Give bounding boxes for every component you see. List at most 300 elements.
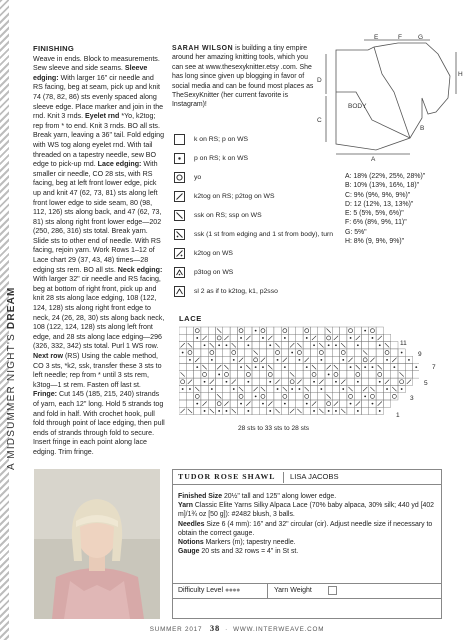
- notions-label: Notions: [178, 539, 204, 547]
- lace-cell: [318, 334, 325, 341]
- lace-stitch-symbol: [305, 329, 309, 333]
- lace-stitch-symbol: [291, 352, 293, 354]
- lace-cell: [398, 356, 405, 363]
- lace-stitch-symbol: [378, 365, 382, 369]
- lace-stitch-symbol: [268, 336, 272, 340]
- lace-stitch-symbol: [254, 358, 258, 362]
- lace-stitch-symbol: [247, 344, 249, 346]
- lace-cell: [347, 342, 354, 349]
- lace-cell: [208, 400, 215, 407]
- lace-stitch-symbol: [181, 380, 185, 384]
- lace-stitch-symbol: [232, 409, 236, 413]
- lace-cell: [208, 327, 215, 334]
- lace-cell: [201, 327, 208, 334]
- neck-edging-label: Neck edging:: [117, 265, 163, 274]
- lace-cell: [303, 407, 310, 414]
- lace-stitch-symbol: [297, 380, 301, 384]
- lace-cell: [325, 378, 332, 385]
- footer-issue: SUMMER 2017: [149, 626, 203, 633]
- lace-stitch-symbol: [320, 359, 322, 361]
- lace-stitch-symbol: [262, 366, 264, 368]
- schematic-letter-a: A: [371, 156, 376, 163]
- p3tog-symbol-icon: [174, 267, 185, 278]
- lace-stitch-symbol: [188, 380, 192, 384]
- lace-cell: [281, 378, 288, 385]
- lace-stitch-symbol: [356, 336, 360, 340]
- lace-cell: [223, 371, 230, 378]
- lace-cell: [223, 385, 230, 392]
- lace-stitch-symbol: [363, 358, 367, 362]
- lace-cell: [259, 342, 266, 349]
- lace-stitch-symbol: [232, 351, 236, 355]
- gauge-info: [178, 547, 436, 556]
- lace-cell: [186, 334, 193, 341]
- lace-stitch-symbol: [372, 337, 374, 339]
- lace-cell: [245, 327, 252, 334]
- key-text: p on RS; k on WS: [194, 155, 249, 162]
- lace-stitch-symbol: [268, 402, 272, 406]
- lace-stitch-symbol: [400, 380, 404, 384]
- lace-cell: [186, 327, 193, 334]
- schematic-body-label: BODY: [348, 103, 367, 110]
- lace-stitch-symbol: [364, 366, 366, 368]
- finishing-text: [33, 55, 165, 458]
- lace-stitch-symbol: [195, 358, 199, 362]
- lace-cell: [186, 371, 193, 378]
- lace-cell: [281, 371, 288, 378]
- lace-cell: [413, 371, 419, 378]
- lace-stitch-symbol: [217, 394, 221, 398]
- lace-stitch-symbol: [181, 343, 185, 347]
- needles-label: Needles: [178, 520, 205, 528]
- lace-stitch-symbol: [275, 409, 279, 413]
- lace-cell: [179, 393, 186, 400]
- lace-stitch-symbol: [284, 403, 286, 405]
- lace-stitch-symbol: [305, 387, 309, 391]
- schematic-letter-c: C: [317, 117, 322, 124]
- lace-stitch-symbol: [334, 336, 338, 340]
- lace-cell: [303, 371, 310, 378]
- lace-stitch-symbol: [334, 365, 338, 369]
- lace-cell: [281, 393, 288, 400]
- lace-cell: [179, 334, 186, 341]
- lace-cell: [354, 393, 361, 400]
- lace-stitch-symbol: [204, 381, 206, 383]
- lace-cell: [347, 407, 354, 414]
- lace-cell: [245, 371, 252, 378]
- lace-cell: [259, 393, 266, 400]
- lace-cell: [289, 364, 296, 371]
- lace-stitch-symbol: [334, 402, 338, 406]
- difficulty-label: Difficulty Level: [178, 587, 224, 594]
- lace-stitch-symbol: [211, 359, 213, 361]
- lace-stitch-symbol: [195, 394, 199, 398]
- side-title-light: A MIDSUMMER NIGHT'S: [6, 333, 17, 470]
- lace-stitch-symbol: [357, 344, 359, 346]
- row-number: 7: [432, 364, 436, 371]
- lace-cell: [245, 356, 252, 363]
- lace-cell: [383, 371, 390, 378]
- lace-cell: [281, 407, 288, 414]
- measurement-item: C: 9% (9%, 9%, 9%)": [345, 191, 411, 199]
- lace-cell: [325, 400, 332, 407]
- lace-cell: [340, 334, 347, 341]
- lace-cell: [369, 349, 376, 356]
- lace-cell: [318, 327, 325, 334]
- lace-stitch-symbol: [224, 402, 228, 406]
- lace-cell: [223, 327, 230, 334]
- lace-cell: [398, 378, 405, 385]
- lace-cell: [252, 378, 259, 385]
- lace-cell: [296, 371, 303, 378]
- lace-cell: [237, 393, 244, 400]
- lace-stitch-symbol: [261, 358, 265, 362]
- lace-cell: [383, 334, 390, 341]
- lace-cell: [194, 342, 201, 349]
- lace-stitch-symbol: [348, 358, 352, 362]
- lace-stitch-symbol: [210, 351, 214, 355]
- lace-cell: [303, 327, 310, 334]
- lace-stitch-symbol: [217, 402, 221, 406]
- lace-stitch-symbol: [349, 329, 353, 333]
- lace-stitch-symbol: [297, 351, 301, 355]
- lace-stitch-symbol: [189, 388, 191, 390]
- lace-cell: [179, 400, 186, 407]
- lace-stitch-symbol: [261, 329, 265, 333]
- lace-cell: [267, 371, 274, 378]
- lace-stitch-symbol: [356, 372, 360, 376]
- lace-stitch-symbol: [327, 329, 331, 333]
- dot-symbol-icon: [174, 153, 185, 164]
- schematic-letter-f: F: [398, 34, 402, 41]
- lace-cell: [281, 342, 288, 349]
- lace-cell: [259, 349, 266, 356]
- pattern-designer: LISA JACOBS: [283, 472, 339, 483]
- lace-stitch-symbol: [378, 372, 382, 376]
- lace-cell: [296, 393, 303, 400]
- lace-stitch-symbol: [226, 344, 228, 346]
- lace-cell: [310, 393, 317, 400]
- lace-stitch-symbol: [217, 336, 221, 340]
- lace-stitch-symbol: [370, 329, 374, 333]
- lace-cell: [332, 327, 339, 334]
- lace-stitch-symbol: [320, 388, 322, 390]
- lace-cell: [223, 349, 230, 356]
- lace-cell: [318, 393, 325, 400]
- lace-cell: [332, 393, 339, 400]
- lace-stitch-symbol: [277, 359, 279, 361]
- lace-stitch-symbol: [218, 410, 220, 412]
- lace-cell: [237, 407, 244, 414]
- lace-cell: [347, 393, 354, 400]
- lace-cell: [201, 393, 208, 400]
- lace-cell: [223, 393, 230, 400]
- slash-symbol-icon: [174, 191, 185, 202]
- lace-stitch-symbol: [357, 381, 359, 383]
- lace-stitch-symbol: [240, 337, 242, 339]
- lace-stitch-symbol: [378, 402, 382, 406]
- lace-stitch-symbol: [290, 380, 294, 384]
- lace-stitch-symbol: [305, 394, 309, 398]
- lace-cell: [289, 378, 296, 385]
- lace-cell: [201, 371, 208, 378]
- schematic-outline: [336, 43, 450, 150]
- lace-cell: [237, 327, 244, 334]
- difficulty-level: [178, 587, 240, 594]
- lace-stitch-symbol: [246, 336, 250, 340]
- lace-cell: [289, 393, 296, 400]
- lace-stitch-symbol: [319, 409, 323, 413]
- lace-cell: [230, 334, 237, 341]
- lace-cell: [369, 342, 376, 349]
- lace-stitch-symbol: [319, 343, 323, 347]
- lace-cell: [332, 385, 339, 392]
- lace-cell: [310, 349, 317, 356]
- lace-stitch-symbol: [203, 372, 207, 376]
- lace-cell: [245, 393, 252, 400]
- lace-cell: [354, 356, 361, 363]
- measurement-item: G: 5%": [345, 228, 367, 236]
- lace-stitch-symbol: [364, 330, 366, 332]
- lace-stitch-symbol: [341, 351, 345, 355]
- lace-stitch-symbol: [392, 358, 396, 362]
- lace-cell: [340, 364, 347, 371]
- lace-cell: [186, 393, 193, 400]
- measurement-item: E: 5 (5%, 5%, 6%)": [345, 210, 404, 218]
- lace-cell: [267, 327, 274, 334]
- lace-stitch-symbol: [290, 343, 294, 347]
- lace-cell: [310, 327, 317, 334]
- lace-stitch-symbol: [247, 410, 249, 412]
- lace-stitch-symbol: [305, 358, 309, 362]
- lace-cell: [376, 385, 383, 392]
- lace-cell: [208, 334, 215, 341]
- lace-stitch-symbol: [246, 365, 250, 369]
- key-text: k2tog on RS; p2tog on WS: [194, 193, 275, 200]
- lace-cell: [252, 371, 259, 378]
- finishing-p4: With smaller cir needle, CO 28 sts, with RS facing, beg at left front lower edge, pick up and knit 47 (62, 73, 81) sts along left front lower edge to side seam, 80 (98, 112, 126) sts along back, and 47 (62, 73, 81) sts along right front lower edge—202 (250, 286, 316) sts total. Break yarn. Slide sts to other end of needle. With RS facing, rejoin yarn. Work Rows 1–12 of Lace chart 29 (37, 43, 48) times—28 edging sts rem. BO all sts.: [33, 160, 162, 274]
- lace-stitch-symbol: [224, 372, 228, 376]
- lace-cell: [186, 400, 193, 407]
- lace-stitch-symbol: [341, 409, 345, 413]
- lace-stitch-symbol: [246, 372, 250, 376]
- lace-stitch-symbol: [290, 372, 294, 376]
- lace-stitch-symbol: [415, 366, 417, 368]
- section-side-title: [6, 230, 18, 470]
- lace-cell: [318, 349, 325, 356]
- lace-stitch-symbol: [246, 402, 250, 406]
- lace-cell: [230, 371, 237, 378]
- lace-cell: [223, 356, 230, 363]
- lace-cell: [208, 371, 215, 378]
- lace-stitch-symbol: [224, 365, 228, 369]
- lace-stitch-symbol: [204, 344, 206, 346]
- lace-cell: [194, 371, 201, 378]
- lace-cell: [362, 342, 369, 349]
- lace-stitch-symbol: [202, 402, 206, 406]
- lace-stitch-symbol: [328, 344, 330, 346]
- finishing-section: [33, 44, 165, 458]
- lace-cell: [369, 393, 376, 400]
- lace-stitch-symbol: [239, 329, 243, 333]
- lace-chart-grid: [179, 325, 419, 421]
- lace-stitch-symbol: [312, 402, 316, 406]
- lace-stitch-symbol: [188, 351, 192, 355]
- lace-stitch-symbol: [335, 381, 337, 383]
- lace-cell: [405, 371, 412, 378]
- lace-cell: [252, 334, 259, 341]
- lace-cell: [325, 349, 332, 356]
- lace-cell: [347, 378, 354, 385]
- lace-stitch-symbol: [297, 343, 301, 347]
- lace-cell: [289, 334, 296, 341]
- lace-cell: [201, 385, 208, 392]
- lace-stitch-symbol: [195, 387, 199, 391]
- lace-stitch-symbol: [313, 381, 315, 383]
- lace-cell: [216, 385, 223, 392]
- lace-cell: [376, 349, 383, 356]
- lace-stitch-symbol: [342, 359, 344, 361]
- lace-cell: [186, 349, 193, 356]
- lace-cell: [354, 371, 361, 378]
- measurement-item: D: 12 (12%, 13, 13%)": [345, 200, 414, 208]
- lace-cell: [303, 378, 310, 385]
- lace-stitch-symbol: [283, 387, 287, 391]
- lace-stitch-symbol: [239, 387, 243, 391]
- page-footer: SUMMER 2017 38 · WWW.INTERWEAVE.COM: [149, 623, 325, 633]
- lace-stitch-symbol: [378, 336, 382, 340]
- lace-cell: [325, 334, 332, 341]
- bio-text: is building a tiny empire around her amazing knitting tools, which you can see at www.thesexyknitter.etsy .com. She has long since given up blogging in favor of social media and can be found most places as TheSexyKnitter (her current favorite is Instagram)!: [172, 45, 314, 109]
- lace-cell: [405, 364, 412, 371]
- lace-stitch-symbol: [392, 394, 396, 398]
- lace-cell: [289, 327, 296, 334]
- lace-cell: [383, 400, 390, 407]
- lace-stitch-symbol: [370, 394, 374, 398]
- lace-cell: [354, 385, 361, 392]
- lace-stitch-symbol: [299, 359, 301, 361]
- lace-stitch-symbol: [268, 365, 272, 369]
- lace-stitch-symbol: [239, 394, 243, 398]
- lace-stitch-symbol: [401, 352, 403, 354]
- lace-cell: [237, 378, 244, 385]
- lace-stitch-symbol: [182, 388, 184, 390]
- lace-cell: [230, 327, 237, 334]
- lace-stitch-symbol: [401, 388, 403, 390]
- lace-cell: [303, 349, 310, 356]
- lace-cell: [245, 349, 252, 356]
- blank-symbol-icon: [174, 134, 185, 145]
- lace-stitch-symbol: [275, 380, 279, 384]
- schematic-letter-h: H: [458, 71, 463, 78]
- lace-cell: [230, 349, 237, 356]
- lace-stitch-symbol: [364, 395, 366, 397]
- lace-cell: [340, 327, 347, 334]
- lace-cell: [362, 378, 369, 385]
- lace-stitch-symbol: [254, 350, 258, 354]
- needles-value: Size 6 (4 mm): 16" and 32" circular (cir). Adjust needle size if necessary to obtain the correct gauge.: [178, 520, 433, 537]
- lace-stitch-symbol: [269, 344, 271, 346]
- measurements-list: [345, 172, 425, 246]
- lace-stitch-symbol: [291, 388, 293, 390]
- finishing-p5: With larger 32" cir needle and RS facing, beg at bottom of right front, pick up and knit 28 sts along lace edging, 108 (122, 124, 128) sts along right front edge to neck, 24 (26, 28, 30) sts along back neck, 108 (122, 124, 128) sts along left front edge, and 28 sts along lace edging—296 (326, 332, 342) sts total. Purl 1 WS row.: [33, 275, 165, 351]
- lace-stitch-symbol: [306, 366, 308, 368]
- lace-cell: [303, 342, 310, 349]
- lace-cell: [208, 393, 215, 400]
- lace-stitch-symbol: [370, 387, 374, 391]
- lace-cell: [216, 334, 223, 341]
- lace-cell: [340, 400, 347, 407]
- lace-stitch-symbol: [372, 366, 374, 368]
- backslash-symbol-icon: [174, 210, 185, 221]
- row-number: 1: [396, 412, 400, 419]
- lace-cell: [296, 400, 303, 407]
- key-text: ssk (1 st from edging and 1 st from body), turn: [194, 231, 334, 238]
- lace-cell: [376, 371, 383, 378]
- lace-stitch-symbol: [262, 337, 264, 339]
- lace-stitch-symbol: [328, 410, 330, 412]
- notions-info: [178, 538, 436, 547]
- lace-stitch-symbol: [218, 344, 220, 346]
- lace-stitch-symbol: [306, 403, 308, 405]
- gauge-label: Gauge: [178, 548, 200, 556]
- notions-value: Markers (m); tapestry needle.: [203, 539, 296, 547]
- lace-stitch-symbol: [284, 366, 286, 368]
- yarn-weight-icon: [328, 586, 337, 595]
- lace-cell: [318, 364, 325, 371]
- lace-stitch-symbol: [217, 329, 221, 333]
- lace-stitch-symbol: [269, 381, 271, 383]
- measurement-item: H: 8% (9, 9%, 9%)": [345, 238, 405, 246]
- lace-stitch-symbol: [290, 409, 294, 413]
- lace-stitch-symbol: [188, 343, 192, 347]
- lace-stitch-symbol: [255, 395, 257, 397]
- row-number: 3: [410, 395, 414, 402]
- lace-cell: [194, 349, 201, 356]
- lace-cell: [391, 378, 398, 385]
- lace-stitch-symbol: [306, 337, 308, 339]
- lace-cell: [267, 393, 274, 400]
- side-title-bold: DREAM: [6, 286, 17, 330]
- lace-cell: [296, 327, 303, 334]
- lace-stitch-symbol: [379, 381, 381, 383]
- measurement-item: B: 10% (13%, 16%, 18)": [345, 182, 420, 190]
- lace-stitch-symbol: [233, 388, 235, 390]
- lace-stitch-symbol: [254, 387, 258, 391]
- lace-cell: [179, 327, 186, 334]
- difficulty-dots-icon: ●●●●: [224, 587, 240, 594]
- lace-cell: [362, 400, 369, 407]
- lace-stitch-symbol: [372, 403, 374, 405]
- lace-cell: [296, 364, 303, 371]
- caret-symbol-icon: [174, 286, 185, 297]
- lace-cell: [267, 349, 274, 356]
- next-row-label: Next row: [33, 352, 63, 360]
- lace-stitch-symbol: [233, 359, 235, 361]
- lace-cell: [362, 334, 369, 341]
- lace-cell: [369, 407, 376, 414]
- lace-stitch-symbol: [356, 402, 360, 406]
- lace-stitch-symbol: [268, 372, 272, 376]
- lace-stitch-symbol: [363, 387, 367, 391]
- lace-stitch-symbol: [275, 343, 279, 347]
- lace-cell: [267, 356, 274, 363]
- lace-cell: [252, 356, 259, 363]
- lace-stitch-symbol: [283, 329, 287, 333]
- lace-stitch-symbol: [261, 387, 265, 391]
- lace-stitch-symbol: [181, 372, 185, 376]
- lace-cell: [281, 349, 288, 356]
